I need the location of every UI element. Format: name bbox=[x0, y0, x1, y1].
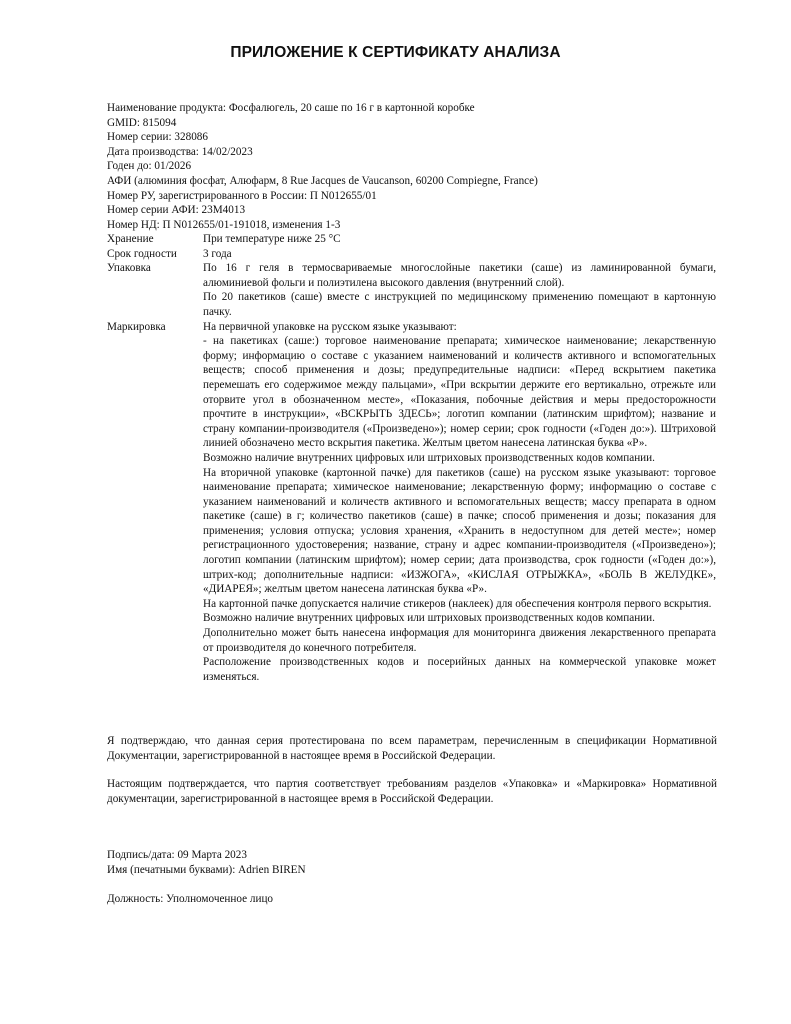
specification-table bbox=[107, 232, 717, 684]
marking-row bbox=[107, 320, 717, 685]
product-name-line: Наименование продукта: Фосфалюгель, 20 саше по 16 г в картонной коробке bbox=[107, 102, 475, 114]
storage-label: Хранение bbox=[107, 233, 154, 245]
signatory-name: Имя (печатными буквами): Adrien BIREN bbox=[107, 864, 306, 876]
marking-paragraph: На первичной упаковке на русском языке указывают: bbox=[203, 320, 457, 333]
shelf-life-label: Срок годности bbox=[107, 247, 177, 260]
registration-number-line: Номер РУ, зарегистрированного в России: П N012655/01 bbox=[107, 189, 377, 202]
packaging-paragraph: По 20 пакетиков (саше) вместе с инструкцией по медицинскому применению помещают в картонную пачку. bbox=[203, 291, 716, 318]
marking-paragraph: На картонной пачке допускается наличие стикеров (наклеек) для обеспечения контроля первого вскрытия. bbox=[203, 597, 712, 610]
marking-paragraph: Возможно наличие внутренних цифровых или штриховых производственных кодов компании. bbox=[203, 451, 655, 464]
api-line: АФИ (алюминия фосфат, Алюфарм, 8 Rue Jacques de Vaucanson, 60200 Compiegne, France) bbox=[107, 174, 538, 187]
marking-paragraph: На вторичной упаковке (картонной пачке) для пакетиков (саше) на русском языке указывают: торговое наименование препарата; химическое наименование; лекарственную форму; информацию о составе с указанием наименований и количеств активного и вспомогательных веществ; массу препарата в одном пакетике (саше) в г; количество пакетиков (саше) в пачке; способ применения и дозы; показания для применения; условия отпуска; условия хранения, «Хранить в недоступном для детей месте»; номер регистрационного удостоверения; название, страну и адрес компании-производителя («Произведено»); логотип компании (латинским шрифтом); номер серии; дата производства, срок годности («Годен до:»), штрих-код; дополнительные надписи: «ИЗЖОГА», «КИСЛАЯ ОТРЫЖКА», «БОЛЬ В ЖЕЛУДКЕ», «ДИАРЕЯ»; желтым цветом нанесена латинская буква «Р». bbox=[203, 466, 716, 596]
series-confirmation: Я подтверждаю, что данная серия протестирована по всем параметрам, перечисленным в спецификации Нормативной Документации, зарегистрированной в настоящее время в Российской Федерации. bbox=[107, 735, 717, 762]
shelf-life-value: 3 года bbox=[203, 247, 232, 260]
marking-paragraph: - на пакетиках (саше:) торговое наименование препарата; химическое наименование; лекарственную форму; информацию о составе с указанием наименований и количеств активного и вспомогательных веществ; способ применения и дозы; предупредительные надписи: «Перед вскрытием пакетика перемешать его содержимое между пальцами», «При вскрытии держите его вертикально, отрежьте или оторвите угол в обозначенном месте», «Показания, побочные действия и меры предосторожности прочтите в инструкции», «ВСКРЫТЬ ЗДЕСЬ»; логотип компании (латинским шрифтом); название и страну компании-производителя («Произведено»); номер серии; срок годности («Годен до:»). Штриховой линией обозначено место вскрытия пакетика. Желтым цветом нанесена латинская буква «Р». bbox=[203, 335, 716, 450]
expiry-date-line: Годен до: 01/2026 bbox=[107, 160, 192, 173]
marking-label: Маркировка bbox=[107, 320, 166, 333]
marking-content bbox=[203, 320, 716, 685]
marking-paragraph: Возможно наличие внутренних цифровых или штриховых производственных кодов компании. bbox=[203, 612, 655, 625]
shelf-life-row bbox=[107, 247, 717, 262]
batch-compliance-statement: Настоящим подтверждается, что партия соответствует требованиям разделов «Упаковка» и «Маркировка» Нормативной документации, зарегистрированной в настоящее время в Российской Федерации. bbox=[107, 778, 717, 805]
signatory-position: Должность: Уполномоченное лицо bbox=[107, 893, 274, 905]
marking-paragraph: Дополнительно может быть нанесена информация для мониторинга движения лекарственного препарата от производителя до конечного потребителя. bbox=[203, 627, 716, 654]
document-title: ПРИЛОЖЕНИЕ К СЕРТИФИКАТУ АНАЛИЗА bbox=[230, 44, 561, 61]
storage-value: При температуре ниже 25 °С bbox=[203, 233, 341, 245]
api-batch-line: Номер серии АФИ: 23M4013 bbox=[107, 204, 246, 217]
packaging-label: Упаковка bbox=[107, 262, 151, 275]
storage-row bbox=[107, 232, 717, 247]
signature-date: Подпись/дата: 09 Марта 2023 bbox=[107, 849, 247, 861]
production-date-line: Дата производства: 14/02/2023 bbox=[107, 145, 253, 158]
batch-number-line: Номер серии: 328086 bbox=[107, 131, 208, 144]
packaging-content bbox=[203, 261, 716, 319]
gmid-line: GMID: 815094 bbox=[107, 116, 177, 129]
packaging-paragraph: По 16 г геля в термосвариваемые многослойные пакетики (саше) из ламинированной бумаги, алюминиевой фольги и полиэтилена высокого давления (внутренний слой). bbox=[203, 262, 716, 289]
marking-paragraph: Расположение производственных кодов и посерийных данных на коммерческой упаковке может изменяться. bbox=[203, 656, 716, 683]
nd-number-line: Номер НД: П N012655/01-191018, изменения 1-3 bbox=[107, 218, 341, 231]
product-info-block bbox=[107, 101, 717, 232]
packaging-row bbox=[107, 261, 717, 319]
